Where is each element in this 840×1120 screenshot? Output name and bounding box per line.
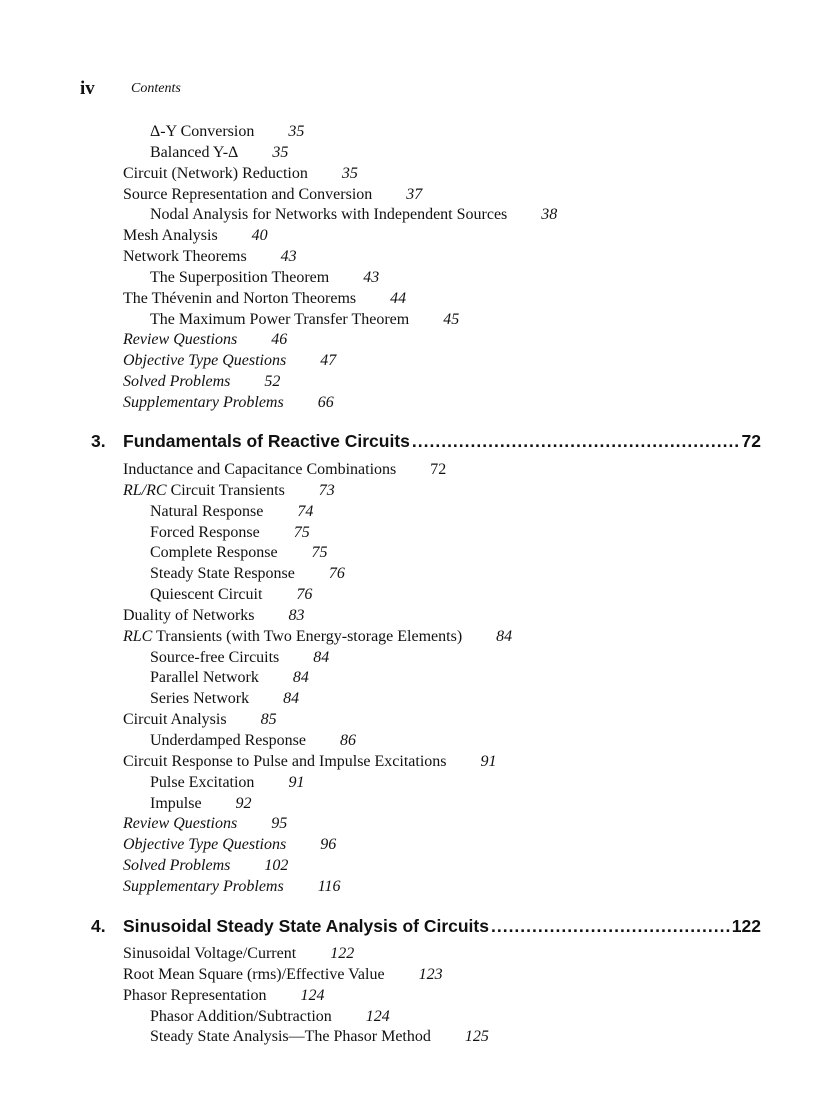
- entry-title: Balanced Y-Δ: [150, 143, 239, 161]
- entry-title: Forced Response: [150, 523, 260, 541]
- entry-title: Supplementary Problems: [123, 393, 284, 411]
- toc-entry[interactable]: [123, 481, 773, 502]
- entry-title: Review Questions: [123, 331, 238, 349]
- toc-entries-chapter-4: [123, 944, 773, 1048]
- toc-entry[interactable]: [123, 606, 773, 627]
- toc-entry[interactable]: [123, 773, 773, 794]
- entry-title: The Thévenin and Norton Theorems: [123, 289, 357, 307]
- toc-entry[interactable]: [123, 814, 773, 835]
- toc-entry[interactable]: [123, 502, 773, 523]
- entry-page-number: 43: [363, 268, 380, 286]
- entry-page-number: 38: [541, 206, 558, 224]
- entry-page-number: 75: [311, 544, 328, 562]
- entry-title: Source Representation and Conversion: [123, 185, 373, 203]
- toc-entry[interactable]: [123, 627, 773, 648]
- toc-entry[interactable]: [123, 965, 773, 986]
- entry-page-number: 43: [280, 248, 297, 266]
- toc-entries-chapter-2: [123, 122, 773, 414]
- toc-entry[interactable]: [123, 460, 773, 481]
- entry-title: The Maximum Power Transfer Theorem: [150, 310, 410, 328]
- entry-page-number: 96: [320, 836, 337, 854]
- toc-entry[interactable]: [123, 226, 773, 247]
- entry-title: Circuit Analysis: [123, 711, 227, 729]
- entry-title: Root Mean Square (rms)/Effective Value: [123, 965, 385, 983]
- entry-italic-prefix: RLC: [123, 627, 153, 645]
- entry-page-number: 84: [292, 669, 309, 687]
- entry-page-number: 125: [464, 1028, 489, 1046]
- entry-title: Solved Problems: [123, 373, 231, 391]
- entry-title: Steady State Response: [150, 565, 295, 583]
- running-title: Contents: [131, 81, 181, 96]
- toc-entry[interactable]: [123, 564, 773, 585]
- toc-entry[interactable]: [123, 185, 773, 206]
- entry-title: Steady State Analysis—The Phasor Method: [150, 1028, 431, 1046]
- entry-title: Mesh Analysis: [123, 227, 218, 245]
- toc-entry[interactable]: [123, 289, 773, 310]
- chapter-page: 72: [741, 431, 761, 451]
- entry-title: Sinusoidal Voltage/Current: [123, 945, 297, 962]
- entry-title: Circuit (Network) Reduction: [123, 164, 308, 182]
- entry-page-number: 91: [480, 752, 497, 770]
- entry-page-number: 102: [264, 857, 289, 875]
- entry-title: Review Questions: [123, 815, 238, 833]
- entry-title: Δ-Y Conversion: [150, 123, 255, 140]
- entry-page-number: 124: [365, 1007, 390, 1025]
- toc-entry[interactable]: [123, 856, 773, 877]
- entry-page-number: 92: [235, 794, 252, 812]
- entry-title: Objective Type Questions: [123, 352, 287, 370]
- entry-page-number: 116: [317, 877, 341, 895]
- chapter-number: 3.: [91, 431, 106, 451]
- entry-title: Series Network: [150, 690, 250, 708]
- entry-page-number: 85: [260, 711, 277, 729]
- entry-title: Quiescent Circuit: [150, 586, 263, 604]
- toc-entry[interactable]: [123, 585, 773, 606]
- entry-title: Nodal Analysis for Networks with Independent Sources: [150, 206, 508, 224]
- entry-title: Inductance and Capacitance Combinations: [123, 461, 397, 478]
- toc-entry[interactable]: [123, 205, 773, 226]
- toc-entry[interactable]: [123, 372, 773, 393]
- entry-page-number: 75: [293, 523, 310, 541]
- entry-page-number: 76: [328, 565, 345, 583]
- toc-entries-chapter-3: [123, 460, 773, 898]
- toc-entry[interactable]: [123, 247, 773, 268]
- entry-page-number: 73: [318, 481, 335, 499]
- toc-entry[interactable]: [123, 731, 773, 752]
- entry-page-number: 84: [313, 648, 330, 666]
- entry-title: Transients (with Two Energy-storage Elements): [152, 627, 463, 645]
- toc-entry[interactable]: [123, 143, 773, 164]
- entry-title: Network Theorems: [123, 248, 247, 266]
- entry-page-number: 84: [283, 690, 300, 708]
- entry-title: Circuit Response to Pulse and Impulse Excitations: [123, 752, 447, 770]
- entry-page-number: 35: [288, 123, 305, 140]
- toc-entry[interactable]: [123, 794, 773, 815]
- toc-entry[interactable]: [123, 648, 773, 669]
- entry-page-number: 35: [341, 164, 358, 182]
- entry-title: Phasor Addition/Subtraction: [150, 1007, 332, 1025]
- entry-italic-prefix: RL/RC: [123, 481, 167, 499]
- toc-entry[interactable]: [123, 330, 773, 351]
- entry-page-number: 91: [288, 773, 305, 791]
- entry-title: Complete Response: [150, 544, 278, 562]
- entry-page-number: 37: [406, 185, 423, 203]
- chapter-title: Fundamentals of Reactive Circuits: [123, 431, 410, 451]
- dot-leader: [491, 916, 730, 937]
- toc-entry[interactable]: [123, 835, 773, 856]
- entry-title: Solved Problems: [123, 857, 231, 875]
- entry-page-number: 45: [443, 310, 460, 328]
- toc-entry[interactable]: [123, 944, 773, 965]
- entry-page-number: 95: [271, 815, 288, 833]
- entry-title: Pulse Excitation: [150, 773, 255, 791]
- chapter-page: 122: [731, 916, 761, 936]
- toc-entry[interactable]: [123, 393, 773, 414]
- entry-page-number: 124: [300, 986, 325, 1004]
- entry-page-number: 44: [390, 289, 407, 307]
- toc-entry[interactable]: [123, 164, 773, 185]
- entry-title: Duality of Networks: [123, 606, 255, 624]
- entry-page-number: 83: [288, 606, 305, 624]
- entry-title: Parallel Network: [150, 669, 259, 687]
- toc-entry[interactable]: [123, 689, 773, 710]
- toc-entry[interactable]: [123, 710, 773, 731]
- toc-entry[interactable]: [123, 122, 773, 143]
- entry-page-number: 84: [496, 627, 513, 645]
- entry-page-number: 72: [430, 461, 447, 478]
- entry-title: Impulse: [150, 794, 202, 812]
- entry-page-number: 74: [297, 502, 314, 520]
- entry-title: Circuit Transients: [166, 481, 285, 499]
- toc-entry[interactable]: [123, 752, 773, 773]
- entry-page-number: 35: [272, 143, 289, 161]
- toc-entry[interactable]: [123, 1007, 773, 1028]
- entry-page-number: 66: [317, 393, 334, 411]
- entry-page-number: 123: [418, 965, 443, 983]
- entry-title: Phasor Representation: [123, 986, 267, 1004]
- running-header: [80, 78, 181, 100]
- toc-entry[interactable]: [123, 543, 773, 564]
- entry-page-number: 40: [251, 227, 268, 245]
- entry-page-number: 47: [320, 352, 337, 370]
- toc-entry[interactable]: [123, 310, 773, 331]
- chapter-number: 4.: [91, 916, 106, 936]
- toc-entry[interactable]: [123, 877, 773, 898]
- entry-page-number: 52: [264, 373, 281, 391]
- entry-page-number: 86: [339, 731, 356, 749]
- entry-title: Natural Response: [150, 502, 264, 520]
- entry-title: The Superposition Theorem: [150, 268, 330, 286]
- toc-entry[interactable]: [123, 1027, 773, 1048]
- entry-title: Underdamped Response: [150, 731, 306, 749]
- chapter-3-heading[interactable]: [91, 430, 761, 452]
- toc-entry[interactable]: [123, 668, 773, 689]
- entry-page-number: 46: [271, 331, 288, 349]
- toc-entry[interactable]: [123, 986, 773, 1007]
- entry-title: Objective Type Questions: [123, 836, 287, 854]
- entry-title: Source-free Circuits: [150, 648, 280, 666]
- dot-leader: [412, 431, 740, 452]
- entry-title: Supplementary Problems: [123, 877, 284, 895]
- entry-page-number: 122: [330, 945, 355, 962]
- entry-page-number: 76: [296, 586, 313, 604]
- chapter-title: Sinusoidal Steady State Analysis of Circuits: [123, 916, 489, 936]
- chapter-4-heading[interactable]: [91, 915, 761, 937]
- toc-entry[interactable]: [123, 268, 773, 289]
- toc-entry[interactable]: [123, 523, 773, 544]
- page-number: iv: [80, 78, 95, 99]
- toc-entry[interactable]: [123, 351, 773, 372]
